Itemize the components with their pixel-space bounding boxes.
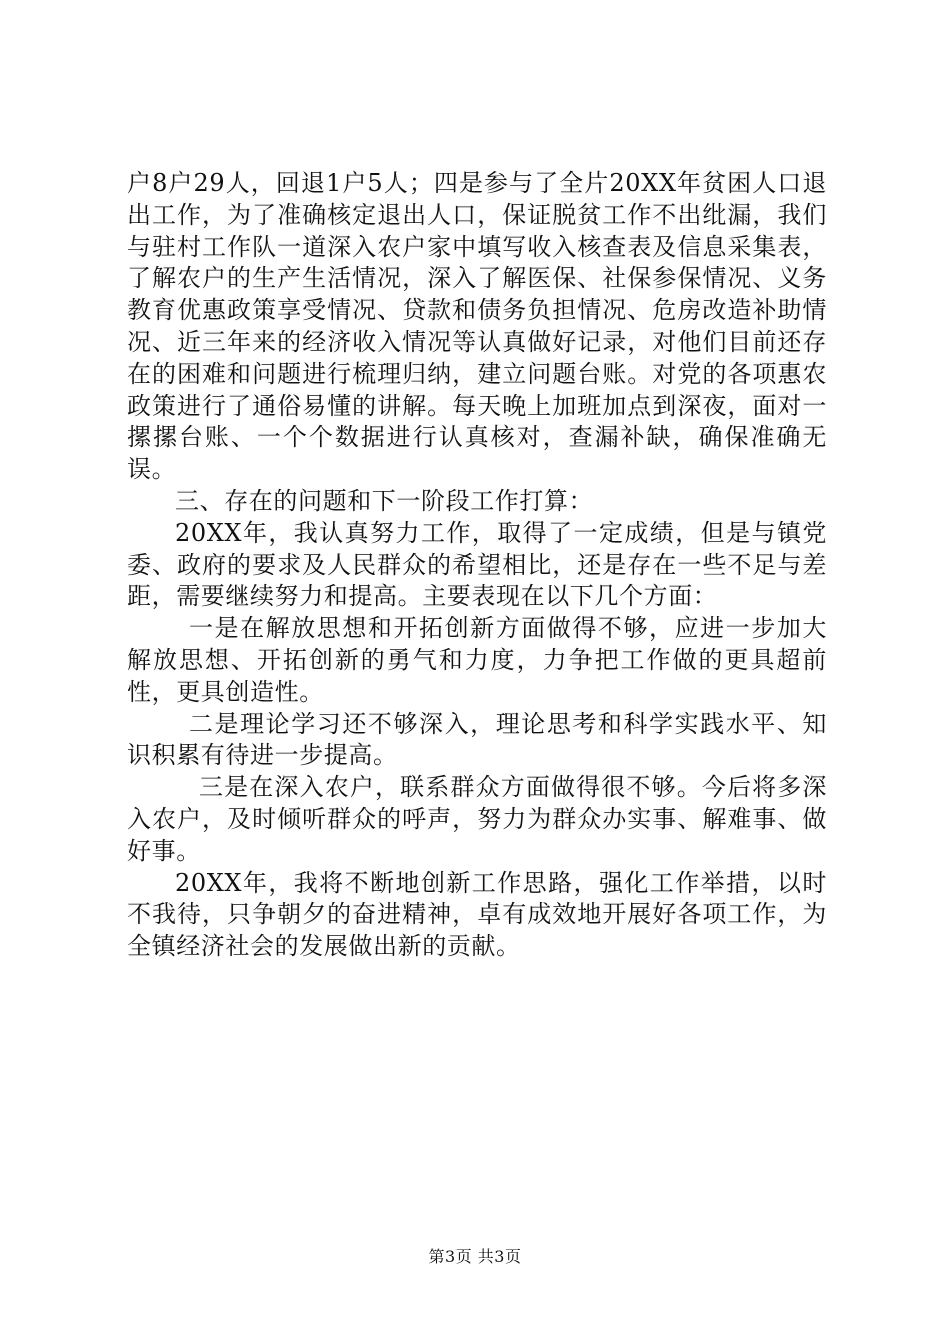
paragraph-shortcoming-two: 二是理论学习还不够深入，理论思考和科学实践水平、知识积累有待进一步提高。 bbox=[127, 709, 827, 770]
paragraph-shortcoming-one: 一是在解放思想和开拓创新方面做得不够，应进一步加大解放思想、开拓创新的勇气和力度，力争把工作做的更具超前性，更具创造性。 bbox=[127, 614, 827, 706]
paragraph-closing-plan: 20XX年，我将不断地创新工作思路，强化工作举措，以时不我待，只争朝夕的奋进精神，卓有成效地开展好各项工作，为全镇经济社会的发展做出新的贡献。 bbox=[127, 868, 827, 961]
page-number-footer: 第3页 共3页 bbox=[428, 1247, 522, 1266]
paragraph-shortcomings-intro: 20XX年，我认真努力工作，取得了一定成绩，但是与镇党委、政府的要求及人民群众的希望相比，还是存在一些不足与差距，需要继续努力和提高。主要表现在以下几个方面： bbox=[127, 518, 827, 611]
paragraph-continued-work-summary: 户8户29人，回退1户5人；四是参与了全片20XX年贫困人口退出工作，为了准确核定退出人口，保证脱贫工作不出纰漏，我们与驻村工作队一道深入农户家中填写收入核查表及信息采集表，了解农户的生产生活情况，深入了解医保、社保参保情况、义务教育优惠政策享受情况、贷款和债务负担情况、危房改造补助情况、近三年来的经济收入情况等认真做好记录，对他们目前还存在的困难和问题进行梳理归纳，建立问题台账。对党的各项惠农政策进行了通俗易懂的讲解。每天晚上加班加点到深夜，面对一摞摞台账、一个个数据进行认真核对，查漏补缺，确保准确无误。 bbox=[127, 169, 827, 484]
document-body bbox=[127, 168, 827, 963]
section-heading-problems-and-plans: 三、存在的问题和下一阶段工作打算： bbox=[175, 486, 594, 515]
paragraph-shortcoming-three: 三是在深入农户，联系群众方面做得很不够。今后将多深入农户，及时倾听群众的呼声，努力为群众办实事、解难事、做好事。 bbox=[127, 773, 827, 865]
